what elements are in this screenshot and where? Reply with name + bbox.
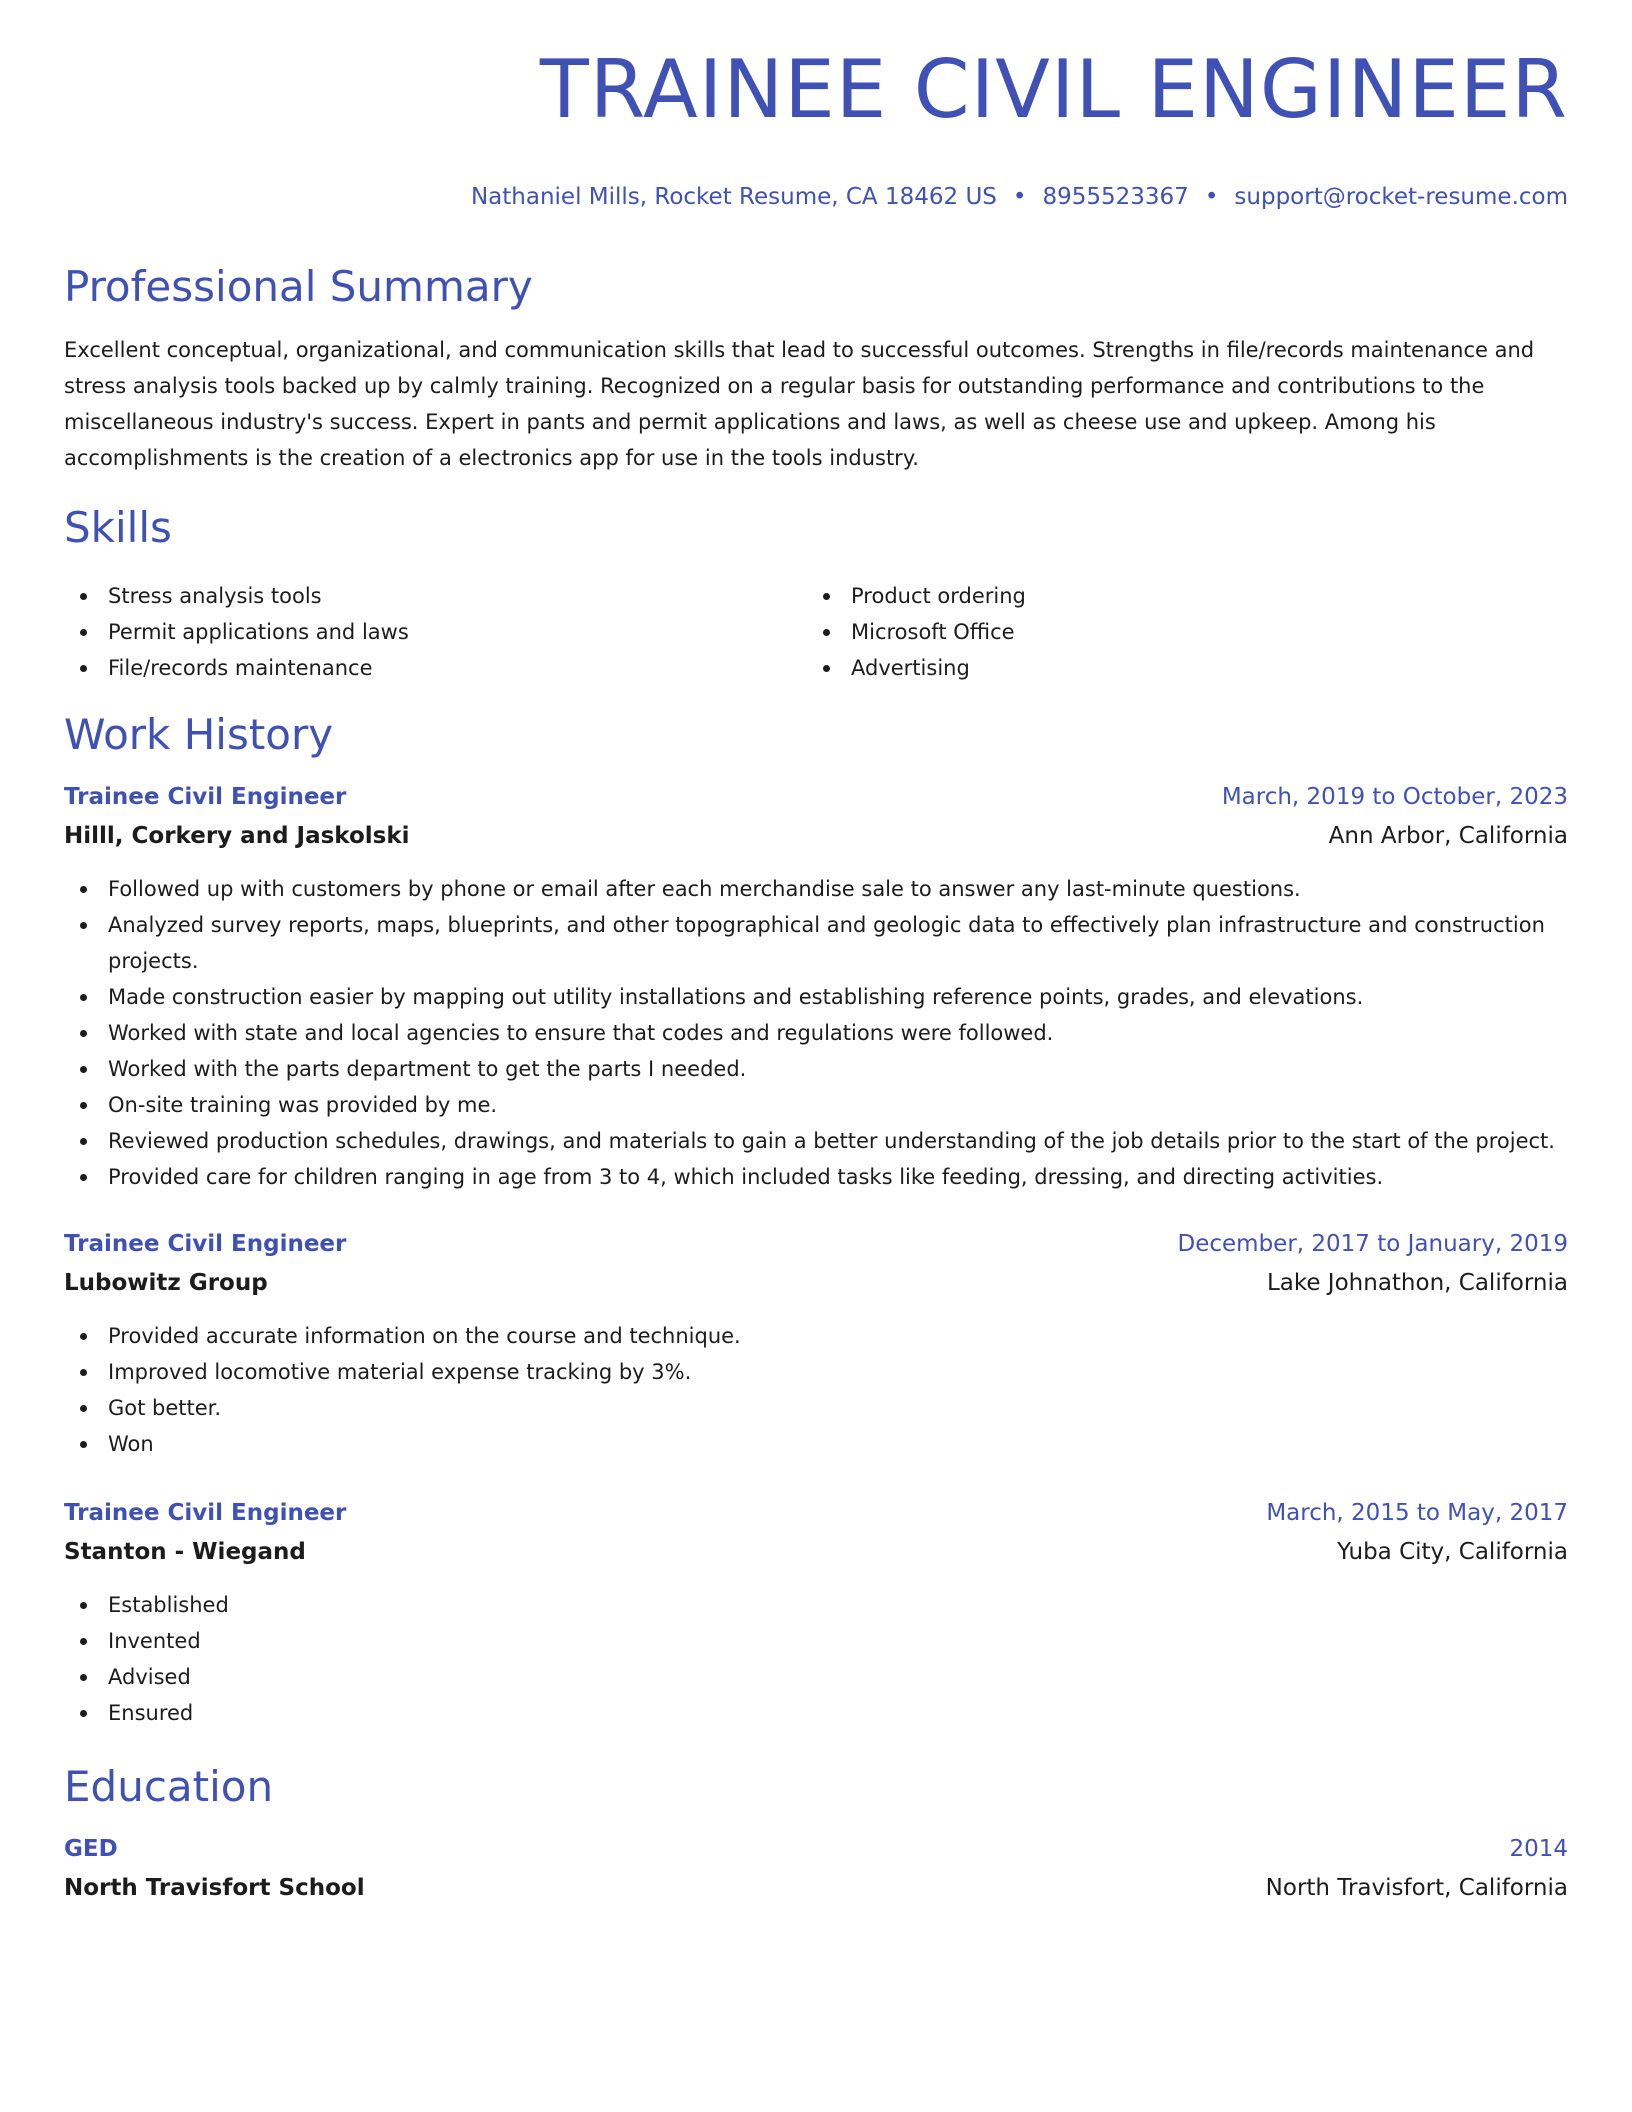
job-bullet: Provided accurate information on the course and technique. (64, 1318, 1568, 1354)
skill-item: File/records maintenance (64, 650, 409, 686)
job-bullets (64, 1587, 1568, 1731)
contact-phone[interactable]: 8955523367 (1042, 184, 1189, 210)
skill-item: Product ordering (807, 578, 1026, 614)
skills-column-right (807, 578, 1026, 686)
contact-line (471, 182, 1568, 212)
education-header (64, 1834, 1568, 1864)
contact-email[interactable]: support@rocket-resume.com (1234, 184, 1568, 210)
job-bullet: Provided care for children ranging in age from 3 to 4, which included tasks like feeding, dressing, and directing activities. (64, 1159, 1568, 1195)
job-bullet: Reviewed production schedules, drawings, and materials to gain a better understanding of the job details prior to the start of the project. (64, 1123, 1568, 1159)
job-company: Hilll, Corkery and Jaskolski (64, 823, 410, 849)
summary-text: Excellent conceptual, organizational, and communication skills that lead to successful outcomes. Strengths in file/records maintenance and stress analysis tools backed up by calmly training. Recognized on a regular basis for outstanding performance and contributions to the miscellaneous industry's success. Expert in pants and permit applications and laws, as well as cheese use and upkeep. Among his accomplishments is the creation of a electronics app for use in the tools industry. (64, 338, 1535, 470)
resume-page (64, 0, 1568, 2112)
job-bullet: Improved locomotive material expense tracking by 3%. (64, 1354, 1568, 1390)
skills-heading: Skills (64, 503, 172, 552)
job-bullet: Followed up with customers by phone or email after each merchandise sale to answer any last-minute questions. (64, 871, 1568, 907)
job-bullet: Made construction easier by mapping out utility installations and establishing reference points, grades, and elevations. (64, 979, 1568, 1015)
job-location: Ann Arbor, California (1328, 823, 1568, 849)
job-location: Yuba City, California (1337, 1539, 1568, 1565)
job-company: Stanton - Wiegand (64, 1539, 306, 1565)
job-bullet: Ensured (64, 1695, 1568, 1731)
education-heading: Education (64, 1762, 274, 1811)
work-history-heading: Work History (64, 710, 334, 759)
contact-separator: • (1204, 184, 1219, 210)
education-degree: GED (64, 1836, 118, 1862)
job-bullets (64, 1318, 1568, 1462)
job-bullet: Analyzed survey reports, maps, blueprints, and other topographical and geologic data to effectively plan infrastructure and construction projects. (64, 907, 1568, 979)
skill-item: Microsoft Office (807, 614, 1026, 650)
skill-item: Advertising (807, 650, 1026, 686)
education-location: North Travisfort, California (1265, 1875, 1568, 1901)
job-bullet: Won (64, 1426, 1568, 1462)
job-location: Lake Johnathon, California (1266, 1270, 1568, 1296)
job-subheader (64, 1268, 1568, 1298)
job-dates: December, 2017 to January, 2019 (1177, 1231, 1568, 1257)
education-year: 2014 (1509, 1836, 1568, 1862)
job-subheader (64, 821, 1568, 851)
resume-title: TRAINEE CIVIL ENGINEER (539, 43, 1568, 136)
job-bullet: Worked with state and local agencies to ensure that codes and regulations were followed. (64, 1015, 1568, 1051)
job-header (64, 1229, 1568, 1259)
job-title: Trainee Civil Engineer (64, 784, 347, 810)
job-bullet: Invented (64, 1623, 1568, 1659)
education-subheader (64, 1873, 1568, 1903)
contact-address: Nathaniel Mills, Rocket Resume, CA 18462 US (470, 184, 997, 210)
skill-item: Permit applications and laws (64, 614, 409, 650)
skills-column-left (64, 578, 409, 686)
job-subheader (64, 1537, 1568, 1567)
job-bullets (64, 871, 1568, 1195)
job-title: Trainee Civil Engineer (64, 1231, 347, 1257)
job-bullet: Got better. (64, 1390, 1568, 1426)
job-bullet: Advised (64, 1659, 1568, 1695)
job-header (64, 782, 1568, 812)
job-bullet: On-site training was provided by me. (64, 1087, 1568, 1123)
education-school: North Travisfort School (64, 1875, 365, 1901)
job-header (64, 1498, 1568, 1528)
job-bullet: Worked with the parts department to get the parts I needed. (64, 1051, 1568, 1087)
job-bullet: Established (64, 1587, 1568, 1623)
job-title: Trainee Civil Engineer (64, 1500, 347, 1526)
job-dates: March, 2015 to May, 2017 (1266, 1500, 1568, 1526)
job-company: Lubowitz Group (64, 1270, 268, 1296)
job-dates: March, 2019 to October, 2023 (1221, 784, 1568, 810)
summary-heading: Professional Summary (64, 262, 533, 311)
contact-separator: • (1012, 184, 1027, 210)
skill-item: Stress analysis tools (64, 578, 409, 614)
